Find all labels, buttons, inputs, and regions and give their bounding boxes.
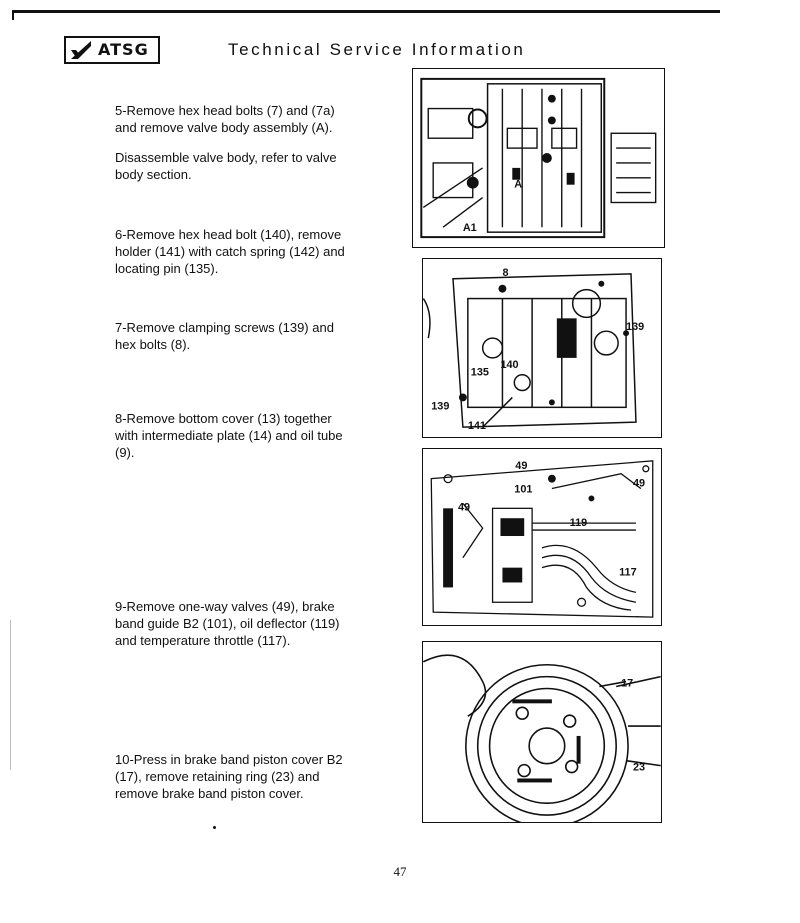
- fig3-label-49-right: 49: [632, 477, 646, 490]
- fig3-label-49-top: 49: [515, 459, 528, 472]
- fig2-label-140: 140: [500, 358, 519, 371]
- fig2-label-8: 8: [502, 266, 509, 279]
- fig2-label-139-left: 139: [431, 400, 450, 413]
- atsg-logo: [64, 36, 160, 64]
- step-7: 7-Remove clamping screws (139) and hex bolts (8).: [115, 320, 334, 352]
- one-way-valves-illustration: [423, 449, 661, 625]
- fig3-label-101: 101: [514, 483, 533, 496]
- fig4-label-17: 17: [621, 677, 634, 690]
- piston-cover-illustration: [423, 642, 661, 822]
- step-10: 10-Press in brake band piston cover B2 (17), remove retaining ring (23) and remove brake band piston cover.: [115, 752, 343, 801]
- fig3-label-117: 117: [619, 566, 637, 579]
- margin-line: [10, 620, 11, 770]
- valve-body-illustration: [413, 69, 664, 247]
- logo-check-icon: [70, 40, 92, 60]
- fig4-label-23: 23: [632, 761, 646, 774]
- figure-one-way-valves: [422, 448, 662, 626]
- logo-text: ATSG: [98, 40, 149, 59]
- step-9: 9-Remove one-way valves (49), brake band guide B2 (101), oil deflector (119) and temperature throttle (117).: [115, 599, 340, 648]
- fig2-label-141: 141: [467, 420, 486, 433]
- step-6: 6-Remove hex head bolt (140), remove holder (141) with catch spring (142) and locating pin (135).: [115, 227, 345, 276]
- step-5: 5-Remove hex head bolts (7) and (7a) and remove valve body assembly (A).: [115, 103, 335, 135]
- step-8: 8-Remove bottom cover (13) together with intermediate plate (14) and oil tube (9).: [115, 411, 343, 460]
- figure-clamping-screws: [422, 258, 662, 438]
- top-rule: [12, 10, 720, 13]
- figure-piston-cover: [422, 641, 662, 823]
- clamping-screws-illustration: [423, 259, 661, 437]
- fig3-label-49-left: 49: [457, 501, 471, 514]
- left-tick: [12, 10, 14, 20]
- stray-dot: [213, 826, 216, 829]
- fig3-label-119: 119: [569, 517, 588, 530]
- fig2-label-135: 135: [470, 366, 489, 379]
- figure-valve-body: [412, 68, 665, 248]
- page-number: 47: [393, 864, 407, 879]
- fig1-label-a: A: [514, 178, 523, 191]
- header-title: Technical Service Information: [228, 40, 526, 59]
- step-5-note: Disassemble valve body, refer to valve body section.: [115, 150, 337, 182]
- fig1-label-a1: A1: [462, 222, 477, 235]
- fig2-label-139-right: 139: [626, 321, 645, 334]
